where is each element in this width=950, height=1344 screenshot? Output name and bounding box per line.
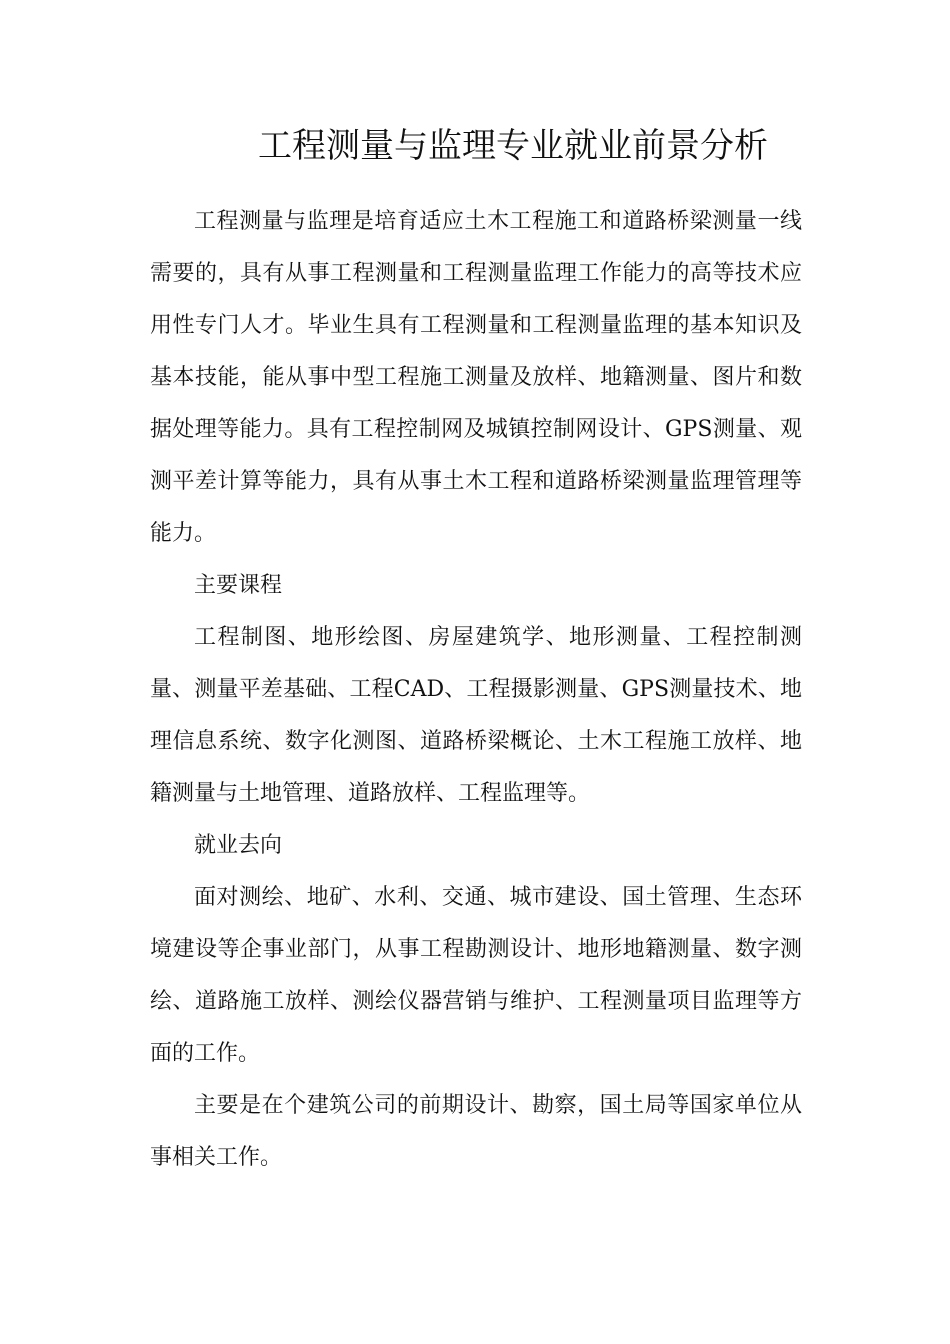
closing-paragraph: 主要是在个建筑公司的前期设计、勘察，国土局等国家单位从事相关工作。 — [150, 1093, 802, 1170]
employment-heading: 就业去向 — [194, 833, 283, 858]
courses-paragraph: 工程制图、地形绘图、房屋建筑学、地形测量、工程控制测量、测量平差基础、工程CAD、工程摄影测量、GPS测量技术、地理信息系统、数字化测图、道路桥梁概论、土木工程施工放样、地籍测量与土地管理、道路放样、工程监理等。 — [150, 625, 802, 806]
courses-heading: 主要课程 — [194, 573, 283, 598]
employment-paragraph: 面对测绘、地矿、水利、交通、城市建设、国土管理、生态环境建设等企事业部门，从事工程勘测设计、地形地籍测量、数字测绘、道路施工放样、测绘仪器营销与维护、工程测量项目监理等方面的工作。 — [150, 885, 802, 1066]
document-page — [150, 118, 802, 1184]
intro-paragraph: 工程测量与监理是培育适应土木工程施工和道路桥梁测量一线需要的，具有从事工程测量和工程测量监理工作能力的高等技术应用性专门人才。毕业生具有工程测量和工程测量监理的基本知识及基本技能，能从事中型工程施工测量及放样、地籍测量、图片和数据处理等能力。具有工程控制网及城镇控制网设计、GPS测量、观测平差计算等能力，具有从事土木工程和道路桥梁测量监理管理等能力。 — [150, 209, 802, 546]
document-title: 工程测量与监理专业就业前景分析 — [258, 126, 768, 166]
